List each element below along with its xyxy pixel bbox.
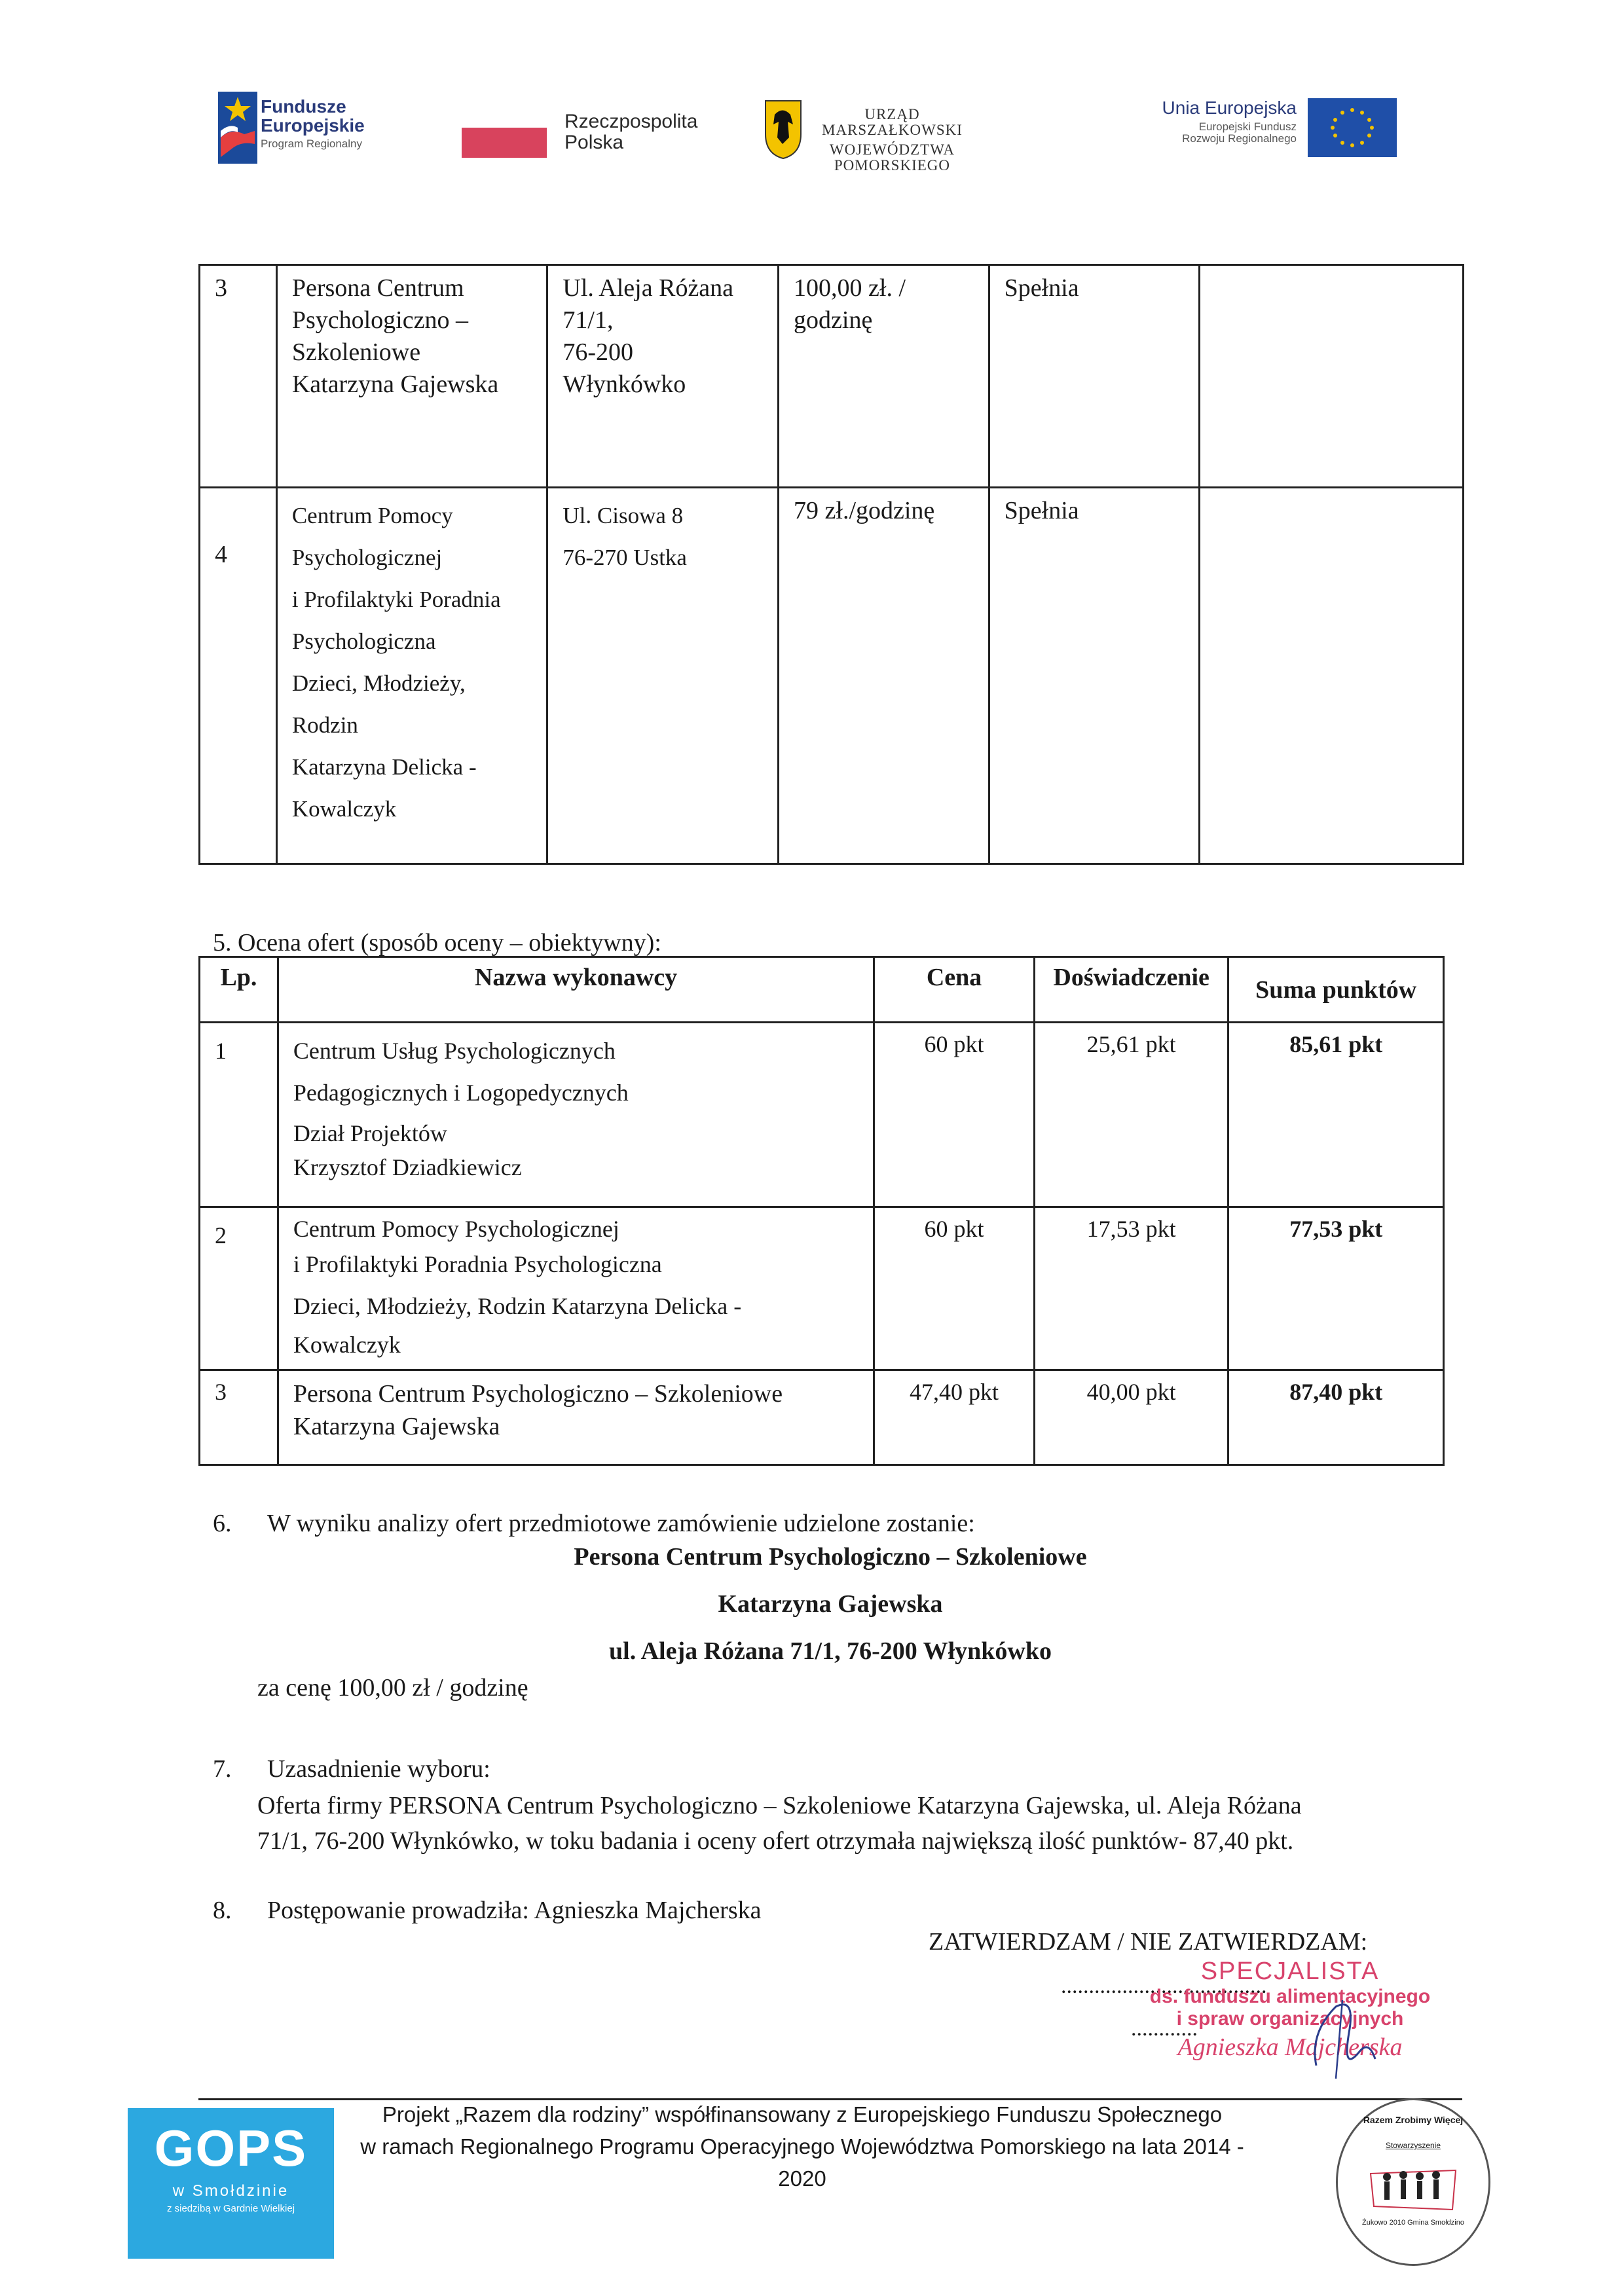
name-line: Centrum Pomocy [291,503,453,528]
section-8 [213,1891,762,1930]
row-name [276,265,547,488]
row-lp: 1 [200,1023,278,1207]
price-line: godzinę [794,306,873,334]
rp-line1: Rzeczpospolita [564,111,698,132]
header-experience: Doświadczenie [1034,957,1228,1023]
row-address [547,488,779,864]
table-row [200,488,1464,864]
header-sum: Suma punktów [1228,957,1444,1023]
name-line: Rodzin [291,712,358,738]
justification-line1: Oferta firmy PERSONA Centrum Psychologiczno – Szkoleniowe Katarzyna Gajewska, ul. Aleja Różana [257,1792,1302,1819]
address-line: 76-270 Ustka [563,545,687,570]
row-price: 47,40 pkt [874,1370,1035,1465]
table-row [200,265,1464,488]
row-price: 60 pkt [874,1023,1035,1207]
name-line: Dział Projektów [293,1120,447,1146]
table-row [200,1370,1444,1465]
section-7-number: 7. [213,1755,232,1783]
ue-line1: Unia Europejska [1162,98,1297,118]
row-price [779,488,989,864]
seal-top-text: Razem Zrobimy Więcej [1363,2115,1464,2125]
row-sum: 87,40 pkt [1228,1370,1444,1465]
fe-line2: Europejskie [261,115,365,136]
row-lp-value: 4 [215,540,227,568]
name-line: Kowalczyk [293,1332,401,1358]
gops-subtitle: w Smołdzinie [172,2182,289,2200]
price-line: 79 zł./godzinę [794,497,935,524]
address-line: Ul. Aleja Różana [563,274,734,302]
address-line: Ul. Cisowa 8 [563,503,684,528]
price-line: 100,00 zł. / [794,274,906,302]
name-line: Dzieci, Młodzieży, [291,670,466,696]
offers-table-continued [198,264,1464,865]
fe-line3: Program Regionalny [261,137,362,150]
winner-address: ul. Aleja Różana 71/1, 76-200 Włynkówko [609,1637,1052,1665]
pomorskie-griffin-icon [763,98,803,160]
section-7 [213,1749,1464,1859]
name-line: Persona Centrum Psychologiczno – Szkoleniowe [293,1380,783,1408]
row-name [278,1370,874,1465]
stamp-name: Agnieszka Majcherska [1177,2033,1403,2061]
stamp-line2: ds. funduszu alimentacyjnego [1149,1986,1431,2007]
handwritten-signature-icon [1297,1994,1395,2085]
footer-line1: Projekt „Razem dla rodziny” współfinansowany z Europejskiego Funduszu Społecznego [382,2102,1223,2126]
footer-line2: w ramach Regionalnego Programu Operacyjnego Województwa Pomorskiego na lata 2014 - 2020 [360,2134,1244,2191]
seal-bottom-text: Żukowo 2010 Gmina Smołdzino [1362,2219,1464,2227]
row-price: 60 pkt [874,1207,1035,1370]
section-7-title: Uzasadnienie wyboru: [267,1755,490,1783]
rp-line2: Polska [564,131,624,153]
row-lp: 3 [200,1370,278,1465]
name-line: Pedagogicznych i Logopedycznych [293,1080,629,1106]
official-stamp [1107,1958,1473,2062]
row-name [278,1207,874,1370]
name-line: Katarzyna Gajewska [293,1413,500,1440]
row-name [278,1023,874,1207]
row-status: Spełnia [989,265,1199,488]
row-status: Spełnia [989,488,1199,864]
urzad-marszalkowski-text [822,107,963,174]
gops-location: z siedzibą w Gardnie Wielkiej [166,2203,295,2214]
signature-dots-2: ............ [1131,2016,1198,2041]
name-line: i Profilaktyki Poradnia Psychologiczna [293,1251,662,1277]
winner-owner: Katarzyna Gajewska [718,1590,943,1618]
row-extra [1200,265,1464,488]
eu-flag-icon [1308,98,1397,157]
row-sum: 85,61 pkt [1228,1023,1444,1207]
gops-title: GOPS [154,2119,308,2177]
row-address [547,265,779,488]
gops-logo [128,2108,334,2259]
fundusze-europejskie-text [261,97,365,150]
name-line: Krzysztof Dziadkiewicz [293,1154,522,1180]
name-line: Katarzyna Delicka - [291,754,477,780]
section-5-heading: 5. Ocena ofert (sposób oceny – obiektywny): [213,929,661,957]
name-line: Centrum Usług Psychologicznych [293,1038,616,1064]
seal-mid-text: Stowarzyszenie [1385,2141,1441,2150]
justification-line2: 71/1, 76-200 Włynkówko, w toku badania i oceny ofert otrzymała największą ilość punktów- 87,40 pkt. [257,1827,1294,1855]
row-lp: 2 [200,1207,278,1370]
header-lp: Lp. [200,957,278,1023]
row-extra [1200,488,1464,864]
row-lp [200,488,277,864]
name-line: Kowalczyk [291,796,397,822]
section-6-number: 6. [213,1510,232,1537]
evaluation-table [198,956,1445,1466]
row-experience: 40,00 pkt [1034,1370,1228,1465]
stamp-line3: i spraw organizacyjnych [1176,2008,1404,2030]
association-seal [1336,2098,1490,2266]
row-price [779,265,989,488]
table-row [200,1023,1444,1207]
name-line: Katarzyna Gajewska [291,371,499,398]
fundusze-europejskie-logo-icon [218,92,257,164]
section-8-text: Postępowanie prowadziła: Agnieszka Majcherska [267,1897,762,1924]
winner-name: Persona Centrum Psychologiczno – Szkoleniowe [574,1543,1087,1571]
fe-line1: Fundusze [261,96,346,117]
name-line: Centrum Pomocy Psychologicznej [293,1216,619,1242]
name-line: Psychologiczna [291,629,436,654]
address-line: 71/1, [563,306,614,334]
people-group-icon [1364,2154,1462,2213]
table-row [200,1207,1444,1370]
um-line1: URZĄD MARSZAŁKOWSKI [822,106,963,139]
name-line: i Profilaktyki Poradnia [291,587,501,612]
signature-dots-1: ..................................... [1061,1974,1267,1998]
address-line: 76-200 [563,338,634,366]
approval-text: ZATWIERDZAM / NIE ZATWIERDZAM: [929,1928,1368,1956]
unia-europejska-text [1139,98,1297,145]
row-name [276,488,547,864]
name-line: Szkoleniowe [291,338,421,366]
name-line: Psychologicznej [291,545,443,570]
name-line: Dzieci, Młodzieży, Rodzin Katarzyna Delicka - [293,1293,742,1319]
row-lp: 3 [200,265,277,488]
section-8-number: 8. [213,1897,232,1924]
project-footer [341,2098,1264,2195]
section-6-text: W wyniku analizy ofert przedmiotowe zamówienie udzielone zostanie: [267,1510,975,1537]
header-name: Nazwa wykonawcy [278,957,874,1023]
name-line: Psychologiczno – [291,306,468,334]
name-line: Persona Centrum [291,274,464,302]
row-experience: 17,53 pkt [1034,1207,1228,1370]
polish-flag-icon [462,128,547,158]
stamp-title: SPECJALISTA [1200,1958,1380,1985]
row-experience: 25,61 pkt [1034,1023,1228,1207]
row-sum: 77,53 pkt [1228,1207,1444,1370]
address-line: Włynkówko [563,371,686,398]
winner-price: za cenę 100,00 zł / godzinę [257,1674,528,1702]
winner-block [198,1533,1462,1675]
header-price: Cena [874,957,1035,1023]
rzeczpospolita-polska-text [564,111,697,153]
um-line2: WOJEWÓDZTWA POMORSKIEGO [829,141,955,174]
ue-line2: Europejski Fundusz [1198,120,1297,134]
table-header-row [200,957,1444,1023]
ue-line3: Rozwoju Regionalnego [1182,132,1297,145]
